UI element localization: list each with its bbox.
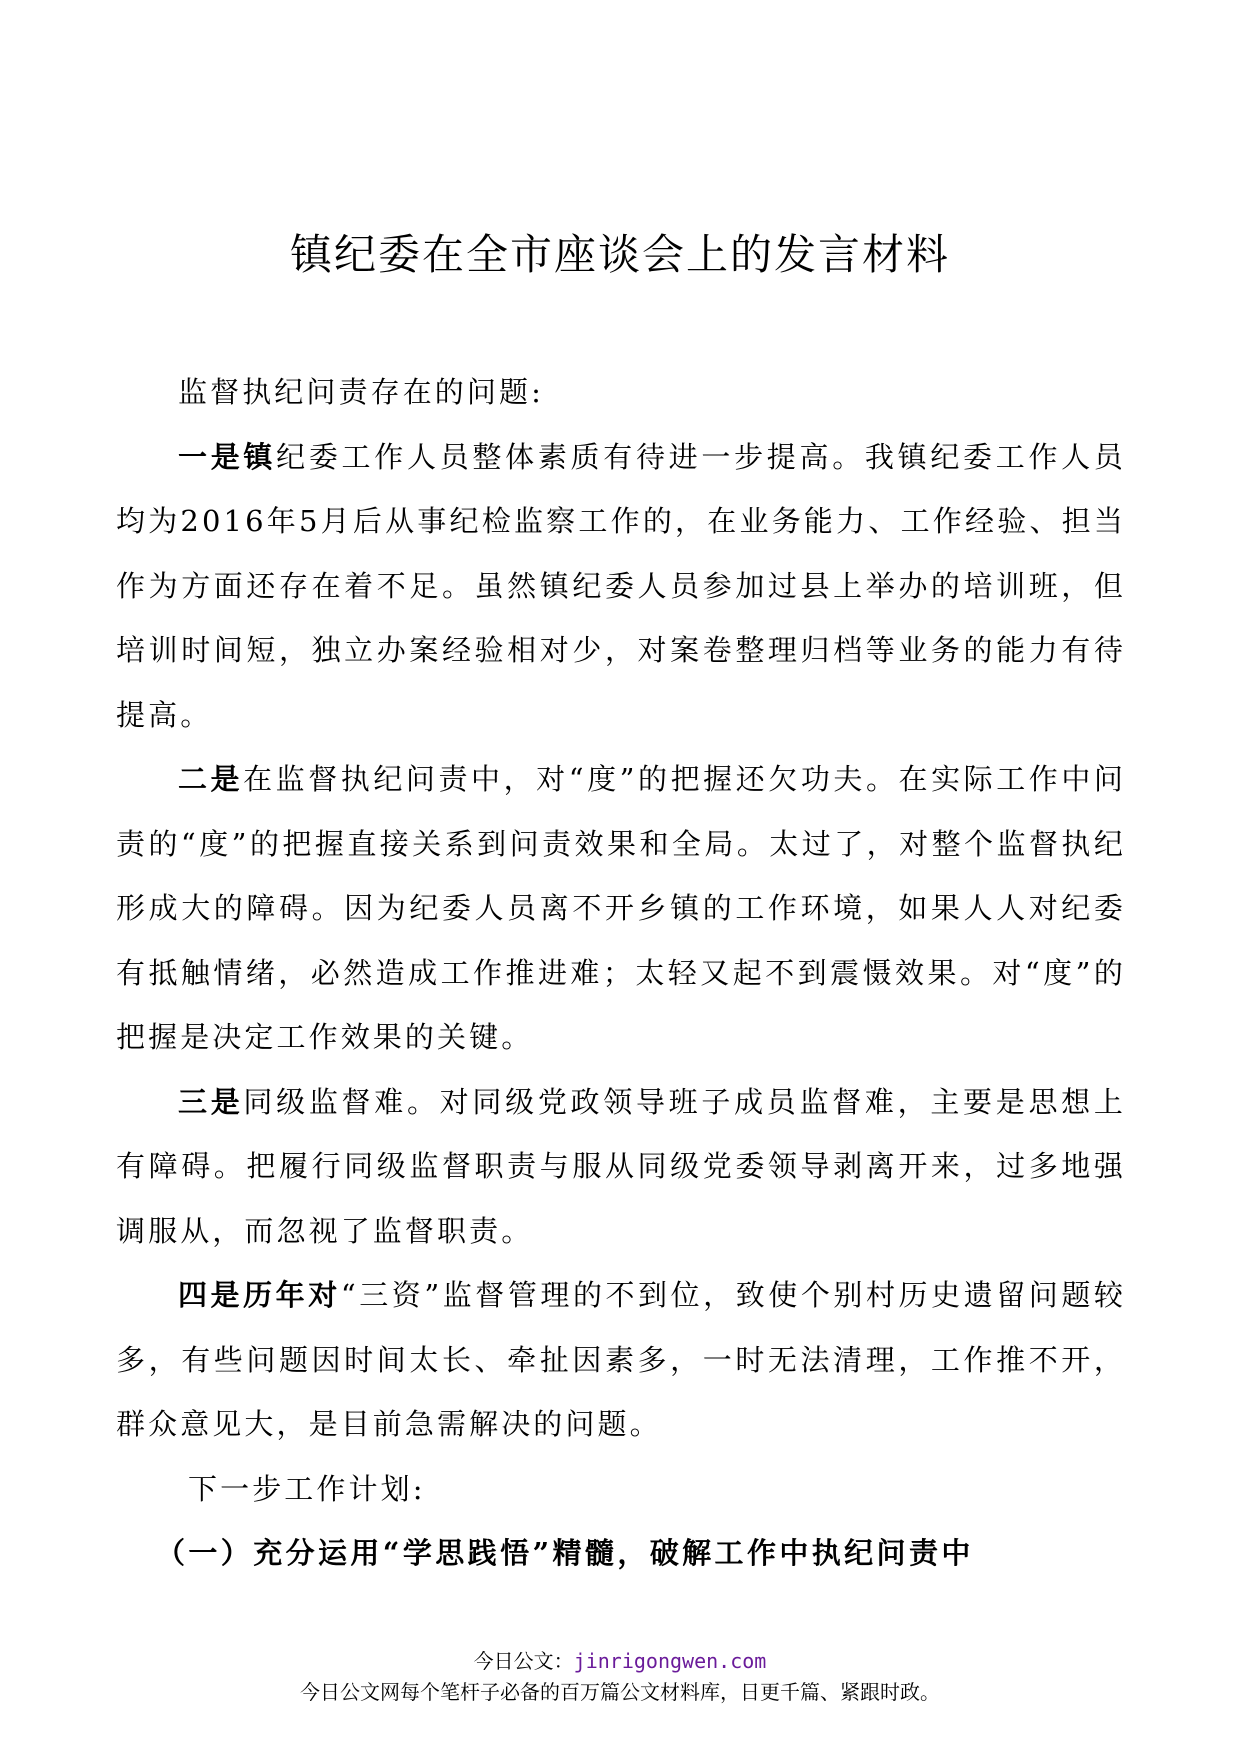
paragraph-1 (116, 425, 1126, 748)
paragraph-4 (116, 1263, 1126, 1457)
document-body (116, 360, 1126, 1586)
paragraph-3 (116, 1070, 1126, 1264)
footer-slogan: 今日公文网每个笔杆子必备的百万篇公文材料库，日更千篇、紧跟时政。 (300, 1680, 940, 1704)
footer-label: 今日公文： (473, 1649, 574, 1673)
paragraph-lead: 一是镇 (178, 439, 277, 474)
footer-source (0, 1645, 1240, 1674)
paragraph-text: “三资”监督管理的不到位，致使个别村历史遗留问题较多，有些问题因时间太长、牵扯因素多，一时无法清理，工作推不开，群众意见大，是目前急需解决的问题。 (116, 1278, 1126, 1441)
paragraph-2 (116, 747, 1126, 1070)
paragraph-lead: 四是历年对 (178, 1278, 341, 1312)
paragraph-text: 同级监督难。对同级党政领导班子成员监督难，主要是思想上有障碍。把履行同级监督职责与服从同级党委领导剥离开来，过多地强调服从，而忽视了监督职责。 (116, 1084, 1126, 1248)
problems-heading: 监督执纪问责存在的问题: (178, 375, 544, 409)
paragraph-text: 纪委工作人员整体素质有待进一步提高。我镇纪委工作人员均为2016年5月后从事纪检监察工作的，在业务能力、工作经验、担当作为方面还存在着不足。虽然镇纪委人员参加过县上举办的培训班，但培训时间短，独立办案经验相对少，对案卷整理归档等业务的能力有待提高。 (116, 439, 1126, 732)
footer-url[interactable]: jinrigongwen.com (573, 1649, 767, 1673)
paragraph-lead: 三是 (178, 1084, 244, 1119)
page-title: 镇纪委在全市座谈会上的发言材料 (289, 230, 950, 279)
paragraph-lead: 二是 (178, 762, 244, 796)
plan-item-heading: （一）充分运用“学思践悟”精髓，破解工作中执纪问责中 (156, 1536, 974, 1570)
paragraph-text: 在监督执纪问责中，对“度”的把握还欠功夫。在实际工作中问责的“度”的把握直接关系到问责效果和全局。太过了，对整个监督执纪形成大的障碍。因为纪委人员离不开乡镇的工作环境，如果人人对纪委有抵触情绪，必然造成工作推进难；太轻又起不到震慑效果。对“度”的把握是决定工作效果的关键。 (116, 762, 1127, 1054)
plan-heading: 下一步工作计划: (188, 1471, 426, 1506)
